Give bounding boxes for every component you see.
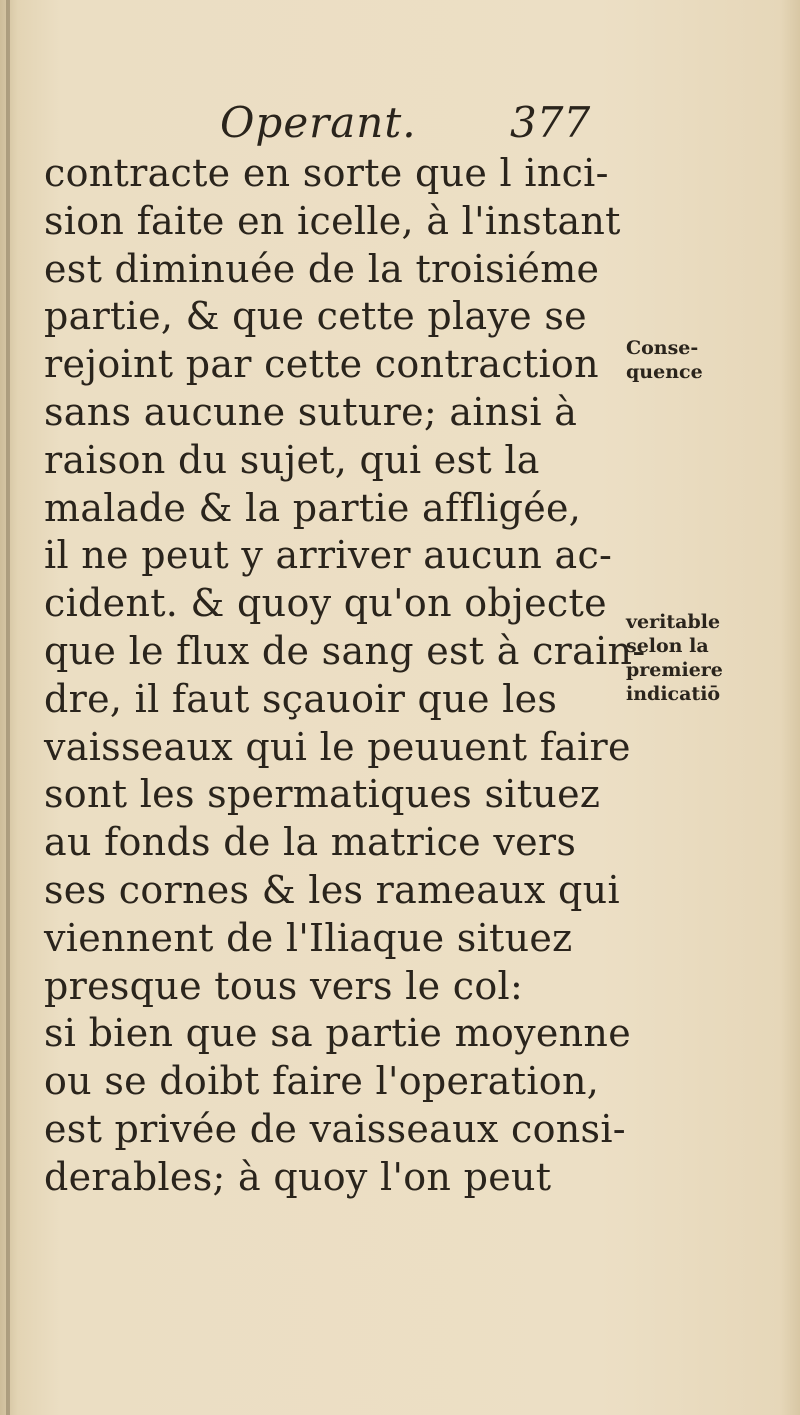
margin-note-line: veritable bbox=[626, 611, 721, 633]
text-line: cident. & quoy qu'on objecte bbox=[44, 581, 607, 626]
margin-note-line: indicatiō bbox=[626, 683, 721, 705]
text-line: rejoint par cette contraction bbox=[44, 342, 599, 387]
text-line: est privée de vaisseaux consi- bbox=[44, 1106, 626, 1151]
text-line: sans aucune suture; ainsi à bbox=[44, 389, 578, 434]
margin-note-line: quence bbox=[626, 361, 703, 383]
page-number: 377 bbox=[510, 98, 591, 147]
text-line: sion faite en icelle, à l'instant bbox=[44, 198, 621, 243]
margin-note-line: Conse- bbox=[626, 337, 699, 359]
text-line: malade & la partie affligée, bbox=[44, 485, 582, 530]
text-line: si bien que sa partie moyenne bbox=[44, 1011, 631, 1056]
text-line: raison du sujet, qui est la bbox=[44, 437, 540, 482]
page-header bbox=[220, 98, 600, 158]
text-line: que le flux de sang est à crain- bbox=[44, 628, 646, 673]
text-line: derables; à quoy l'on peut bbox=[44, 1154, 552, 1199]
text-line: presque tous vers le col: bbox=[44, 963, 524, 1008]
binding-gutter bbox=[6, 0, 10, 1415]
text-line: sont les spermatiques situez bbox=[44, 772, 601, 817]
text-line: contracte en sorte que l inci- bbox=[44, 151, 609, 195]
text-line: est diminuée de la troisiéme bbox=[44, 246, 600, 291]
text-line: au fonds de la matrice vers bbox=[44, 820, 577, 865]
running-title: Operant. bbox=[220, 98, 417, 147]
text-line: viennent de l'Iliaque situez bbox=[44, 915, 573, 960]
text-line: il ne peut y arriver aucun ac- bbox=[44, 533, 613, 578]
margin-note-indication bbox=[626, 610, 796, 706]
text-line: vaisseaux qui le peuuent faire bbox=[44, 724, 631, 769]
text-line: dre, il faut sçauoir que les bbox=[44, 676, 558, 721]
margin-note-line: selon la bbox=[626, 635, 709, 657]
text-line: partie, & que cette playe se bbox=[44, 294, 587, 339]
margin-note-line: premiere bbox=[626, 659, 723, 681]
margin-note-consequence bbox=[626, 336, 796, 384]
text-line: ses cornes & les rameaux qui bbox=[44, 867, 620, 912]
body-text bbox=[44, 150, 646, 1202]
text-line: ou se doibt faire l'operation, bbox=[44, 1059, 600, 1104]
